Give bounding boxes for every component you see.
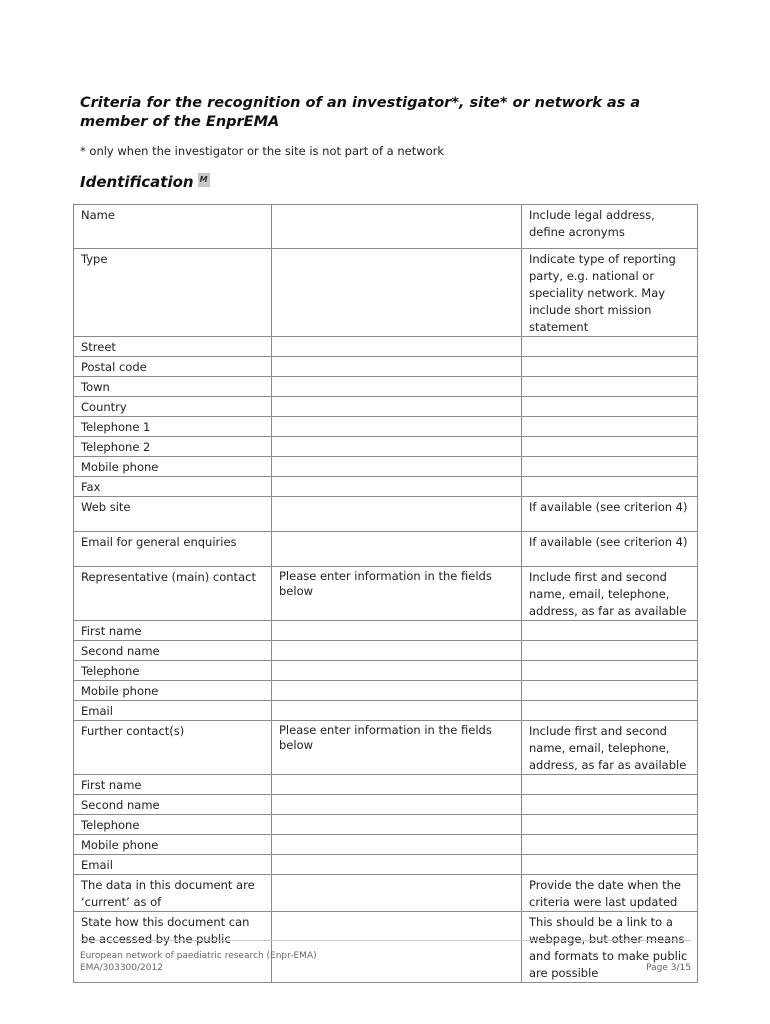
row-comment: Include first and second name, email, telephone, address, as far as available (522, 721, 698, 775)
row-comment: Provide the date when the criteria were last updated (522, 875, 698, 912)
row-label: Web site (74, 497, 272, 532)
row-comment (522, 855, 698, 875)
row-comment (522, 337, 698, 357)
row-value-cell[interactable] (272, 497, 522, 532)
row-comment: Indicate type of reporting party, e.g. national or speciality network. May include short mission statement (522, 249, 698, 337)
row-comment (522, 437, 698, 457)
row-comment: If available (see criterion 4) (522, 532, 698, 567)
row-value-cell[interactable] (272, 532, 522, 567)
table-row (74, 249, 698, 337)
row-value-cell[interactable] (272, 397, 522, 417)
row-comment (522, 661, 698, 681)
row-comment: Include first and second name, email, telephone, address, as far as available (522, 567, 698, 621)
row-label: The data in this document are ‘current’ as of (74, 875, 272, 912)
row-comment (522, 681, 698, 701)
row-value-cell[interactable] (272, 337, 522, 357)
page-number: Page 3/15 (646, 963, 691, 973)
row-comment (522, 397, 698, 417)
row-comment (522, 621, 698, 641)
row-label: Town (74, 377, 272, 397)
row-comment (522, 775, 698, 795)
table-row (74, 641, 698, 661)
row-value-cell[interactable] (272, 661, 522, 681)
row-label: Name (74, 205, 272, 249)
page-footer (80, 950, 691, 974)
row-value-cell[interactable] (272, 249, 522, 337)
row-comment: This should be a link to a webpage, but other means and formats to make public are possible (522, 912, 698, 983)
identification-table (73, 204, 698, 983)
row-comment (522, 357, 698, 377)
footer-reference: EMA/303300/2012 (80, 963, 163, 973)
row-value-cell[interactable] (272, 855, 522, 875)
row-label: Telephone 2 (74, 437, 272, 457)
row-comment (522, 641, 698, 661)
row-label: Mobile phone (74, 457, 272, 477)
row-label: Mobile phone (74, 681, 272, 701)
row-value-cell[interactable] (272, 457, 522, 477)
table-row (74, 497, 698, 532)
row-value-cell[interactable] (272, 437, 522, 457)
table-row (74, 855, 698, 875)
table-row (74, 661, 698, 681)
row-label: Further contact(s) (74, 721, 272, 775)
table-row (74, 795, 698, 815)
row-comment (522, 457, 698, 477)
comment-marker: M (198, 173, 210, 187)
row-comment (522, 477, 698, 497)
table-row (74, 621, 698, 641)
row-label: Fax (74, 477, 272, 497)
table-row (74, 567, 698, 621)
row-value-cell[interactable] (272, 477, 522, 497)
row-label: First name (74, 775, 272, 795)
row-label: Telephone (74, 815, 272, 835)
row-label: Second name (74, 795, 272, 815)
footnote-text: * only when the investigator or the site is not part of a network (80, 144, 445, 158)
table-row (74, 532, 698, 567)
table-row (74, 681, 698, 701)
row-label: Email (74, 701, 272, 721)
table-row (74, 457, 698, 477)
row-value-cell[interactable] (272, 681, 522, 701)
row-label: Second name (74, 641, 272, 661)
table-row (74, 835, 698, 855)
row-comment: If available (see criterion 4) (522, 497, 698, 532)
row-label: Street (74, 337, 272, 357)
table-row (74, 397, 698, 417)
row-comment (522, 417, 698, 437)
table-row (74, 721, 698, 775)
row-value-cell[interactable] (272, 205, 522, 249)
row-comment (522, 835, 698, 855)
table-row (74, 417, 698, 437)
section-heading (80, 173, 210, 191)
table-row (74, 357, 698, 377)
row-value-cell[interactable] (272, 417, 522, 437)
row-value-cell[interactable] (272, 835, 522, 855)
row-label: Representative (main) contact (74, 567, 272, 621)
row-value-cell[interactable] (272, 357, 522, 377)
row-value-cell[interactable] (272, 795, 522, 815)
row-label: First name (74, 621, 272, 641)
row-value-cell[interactable] (272, 875, 522, 912)
row-label: Mobile phone (74, 835, 272, 855)
row-label: Type (74, 249, 272, 337)
row-comment (522, 377, 698, 397)
row-value-cell[interactable] (272, 815, 522, 835)
row-label: Telephone 1 (74, 417, 272, 437)
table-row (74, 337, 698, 357)
row-label: Telephone (74, 661, 272, 681)
row-value-cell[interactable] (272, 701, 522, 721)
document-title: Criteria for the recognition of an investigator*, site* or network as a member of the EnprEMA (80, 95, 641, 130)
footer-organization: European network of paediatric research (Enpr-EMA) (80, 951, 317, 961)
table-row (74, 875, 698, 912)
table-row (74, 701, 698, 721)
table-row (74, 205, 698, 249)
row-value-cell[interactable] (272, 641, 522, 661)
row-label: Email (74, 855, 272, 875)
row-comment: Include legal address, define acronyms (522, 205, 698, 249)
table-row (74, 775, 698, 795)
row-value-cell[interactable]: Please enter information in the fields below (272, 721, 522, 775)
section-title: Identification (80, 173, 194, 191)
row-label: State how this document can be accessed by the public (74, 912, 272, 983)
table-row (74, 477, 698, 497)
table-row (74, 437, 698, 457)
table-row (74, 815, 698, 835)
row-value-cell[interactable]: Please enter information in the fields below (272, 567, 522, 621)
row-value-cell[interactable] (272, 775, 522, 795)
row-comment (522, 795, 698, 815)
row-label: Postal code (74, 357, 272, 377)
row-comment (522, 815, 698, 835)
row-label: Country (74, 397, 272, 417)
row-comment (522, 701, 698, 721)
footer-divider (80, 940, 691, 941)
table-row (74, 377, 698, 397)
row-value-cell[interactable] (272, 621, 522, 641)
row-label: Email for general enquiries (74, 532, 272, 567)
row-value-cell[interactable] (272, 377, 522, 397)
